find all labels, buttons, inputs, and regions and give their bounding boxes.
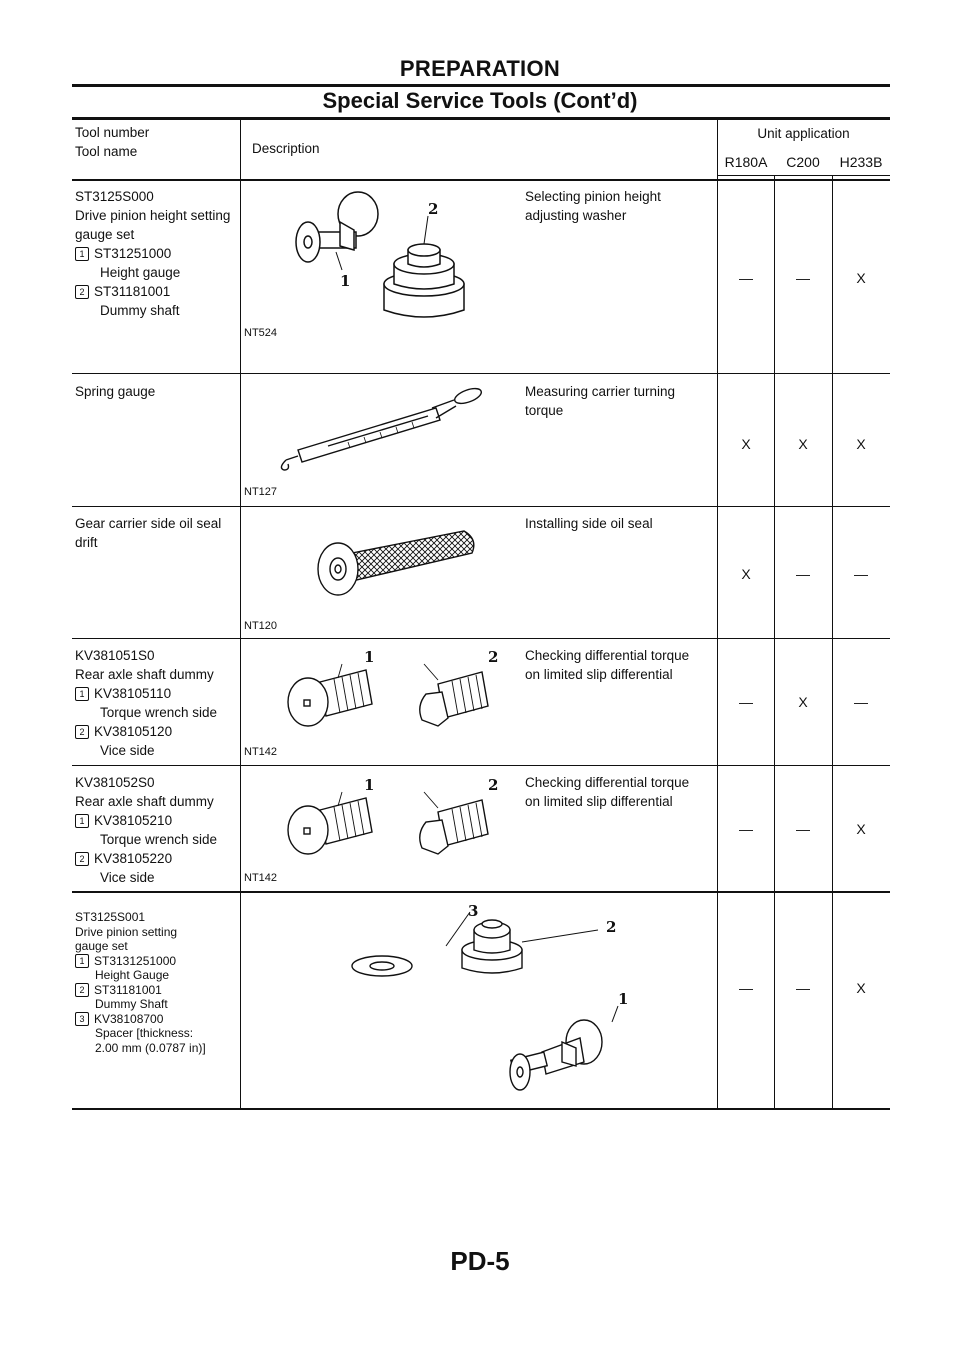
column-divider (717, 120, 718, 1110)
part-number: ST31251000 (94, 246, 172, 261)
callout-number-1: 1 (618, 990, 629, 1008)
part-item (75, 282, 239, 301)
figure-code: NT524 (244, 327, 278, 339)
application-c200: — (796, 270, 810, 286)
tool-cell (75, 646, 239, 760)
part-name: 2.00 mm (0.0787 in)] (95, 1040, 206, 1055)
part-number-badge: 1 (75, 687, 89, 701)
application-r180a: — (739, 980, 753, 996)
row-divider (72, 891, 890, 893)
oil-seal-drift-illustration (308, 525, 488, 605)
part-number: KV38108700 (94, 1011, 164, 1026)
callout-number-1: 1 (364, 776, 375, 794)
description-line: Selecting pinion height (525, 189, 661, 204)
table-bottom-rule (72, 1108, 890, 1110)
callout-number-2: 2 (488, 648, 499, 666)
tool-number: ST3125S000 (75, 189, 154, 204)
application-r180a: X (741, 566, 751, 582)
application-c200: X (798, 694, 808, 710)
tool-number: KV381052S0 (75, 775, 155, 790)
callout-number-1: 1 (364, 648, 375, 666)
part-number: KV38105120 (94, 724, 173, 739)
application-c200: X (798, 436, 808, 452)
application-h233b: X (856, 436, 866, 452)
unit-header-rule (717, 175, 890, 176)
part-number: KV38105110 (94, 686, 172, 701)
unit-header-r180a: R180A (724, 154, 768, 170)
application-h233b: — (854, 566, 868, 582)
tool-cell (75, 514, 239, 552)
description-cell (525, 187, 713, 225)
row-divider (72, 373, 890, 374)
part-number-badge: 2 (75, 852, 89, 866)
tool-name-line: drift (75, 535, 98, 550)
tool-name-line: Gear carrier side oil seal (75, 516, 222, 531)
description-cell (525, 382, 713, 420)
tool-number-header: Tool number (75, 125, 150, 140)
tool-name-line: Drive pinion setting (75, 924, 178, 939)
part-number: ST31181001 (94, 982, 162, 997)
description-line: on limited slip differential (525, 794, 673, 809)
description-line: Checking differential torque (525, 775, 690, 790)
callout-number-2: 2 (428, 200, 439, 218)
axle-shaft-dummy-illustration (278, 776, 518, 872)
part-item (75, 1012, 239, 1027)
part-name: Vice side (100, 870, 155, 885)
part-number: ST3131251000 (94, 953, 177, 968)
callout-number-1: 1 (340, 272, 351, 290)
spring-gauge-illustration (268, 382, 498, 472)
application-r180a: — (739, 694, 753, 710)
figure-code: NT120 (244, 620, 278, 632)
part-item (75, 983, 239, 998)
tool-name-line: Rear axle shaft dummy (75, 794, 214, 809)
pinion-setting-gauge-set-illustration (342, 902, 642, 1107)
description-cell (525, 514, 713, 533)
application-c200: — (796, 980, 810, 996)
tool-cell (75, 382, 239, 401)
application-r180a: — (739, 270, 753, 286)
description-line: on limited slip differential (525, 667, 673, 682)
part-number-badge: 3 (75, 1012, 89, 1026)
part-number-badge: 2 (75, 983, 89, 997)
header-bottom-rule (72, 179, 890, 181)
part-number-badge: 1 (75, 247, 89, 261)
tool-number: ST3125S001 (75, 910, 146, 924)
tool-name-header: Tool name (75, 144, 138, 159)
application-c200: — (796, 566, 810, 582)
row-divider (72, 765, 890, 766)
callout-number-2: 2 (606, 918, 617, 936)
part-number: KV38105210 (94, 813, 173, 828)
figure-code: NT142 (244, 872, 278, 884)
part-number: KV38105220 (94, 851, 173, 866)
axle-shaft-dummy-illustration (278, 648, 518, 744)
part-item (75, 722, 239, 741)
part-number-badge: 2 (75, 725, 89, 739)
unit-header-h233b: H233B (839, 154, 883, 170)
description-cell (525, 773, 713, 811)
application-h233b: X (856, 821, 866, 837)
part-item (75, 244, 239, 263)
callout-number-3: 3 (468, 902, 479, 920)
pinion-height-gauge-illustration (282, 190, 482, 340)
description-cell (525, 646, 713, 684)
description-line: Checking differential torque (525, 648, 690, 663)
part-name: Dummy shaft (100, 303, 180, 318)
application-c200: — (796, 821, 810, 837)
callout-number-2: 2 (488, 776, 499, 794)
part-name: Dummy Shaft (95, 997, 168, 1011)
description-line: Installing side oil seal (525, 516, 653, 531)
figure-code: NT127 (244, 486, 278, 498)
description-line: torque (525, 403, 564, 418)
part-name: Torque wrench side (100, 832, 218, 847)
description-header: Description (252, 141, 320, 156)
part-name: Height Gauge (95, 968, 170, 982)
application-h233b: X (856, 980, 866, 996)
column-divider (240, 120, 241, 1110)
application-r180a: — (739, 821, 753, 837)
tool-name-line: Spring gauge (75, 384, 156, 399)
part-name: Spacer [thickness: (95, 1026, 194, 1040)
figure-code: NT142 (244, 746, 278, 758)
tool-number: KV381051S0 (75, 648, 155, 663)
title-rule (72, 84, 890, 87)
tool-cell (75, 910, 239, 1055)
tool-name-line: Rear axle shaft dummy (75, 667, 214, 682)
application-h233b: — (854, 694, 868, 710)
part-item (75, 684, 239, 703)
part-name: Height gauge (100, 265, 181, 280)
unit-column-divider (774, 175, 775, 1110)
part-number-badge: 2 (75, 285, 89, 299)
tool-name-line: Drive pinion height setting (75, 208, 231, 223)
row-divider (72, 506, 890, 507)
page-number: PD-5 (450, 1246, 510, 1276)
description-line: adjusting washer (525, 208, 627, 223)
part-item (75, 811, 239, 830)
special-service-tools-table (72, 120, 890, 1110)
tool-name-line: gauge set (75, 227, 135, 242)
page-title: PREPARATION (399, 56, 561, 81)
part-name: Vice side (100, 743, 155, 758)
part-number-badge: 1 (75, 954, 89, 968)
tool-cell (75, 773, 239, 887)
part-item (75, 849, 239, 868)
application-h233b: X (856, 270, 866, 286)
part-number: ST31181001 (94, 284, 171, 299)
part-name: Torque wrench side (100, 705, 218, 720)
page-subtitle: Special Service Tools (Cont’d) (322, 88, 638, 113)
part-number-badge: 1 (75, 814, 89, 828)
application-r180a: X (741, 436, 751, 452)
description-line: Measuring carrier turning (525, 384, 676, 399)
unit-header-c200: C200 (786, 154, 820, 170)
unit-application-header: Unit application (757, 126, 850, 141)
unit-column-divider (832, 175, 833, 1110)
tool-cell (75, 187, 239, 320)
row-divider (72, 638, 890, 639)
part-item (75, 954, 239, 969)
tool-name-line: gauge set (75, 939, 128, 953)
